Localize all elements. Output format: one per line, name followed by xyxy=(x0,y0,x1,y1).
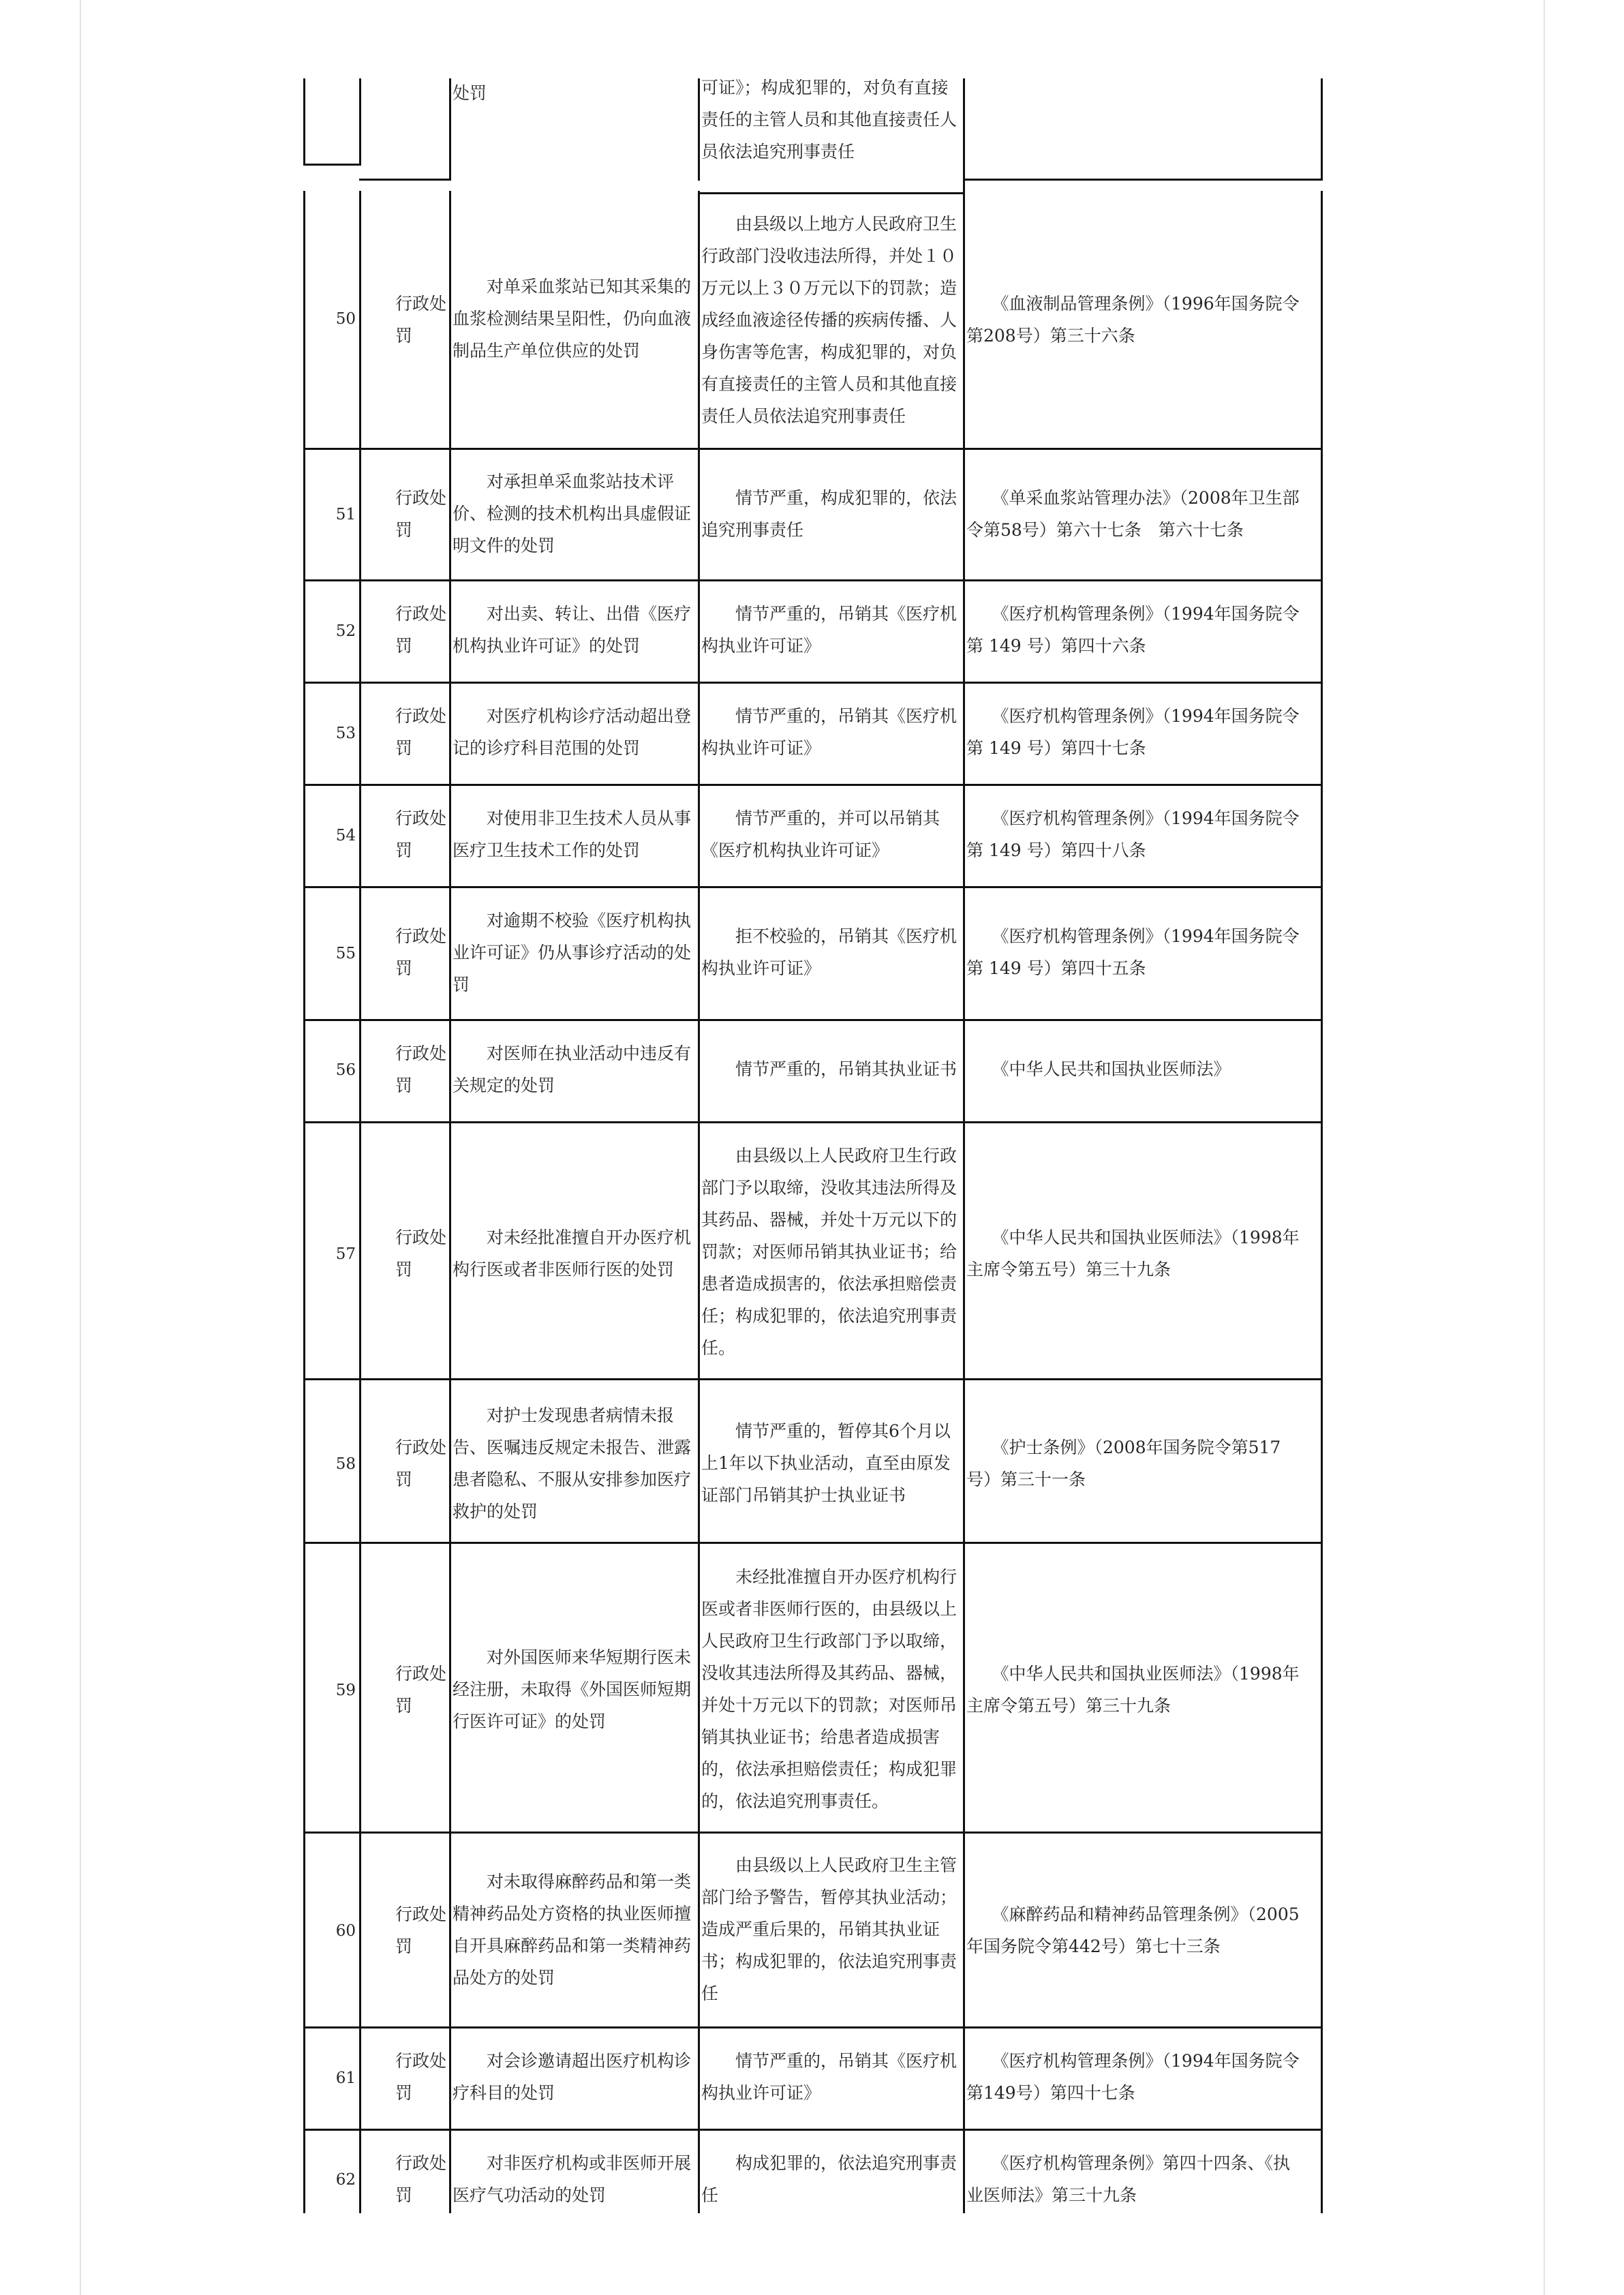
row-number: 54 xyxy=(335,827,356,845)
consequence-cell: 由县级以上地方人民政府卫生 行政部门没收违法所得，并处１０ 万元以上３０万元以下的罚款；造 成经血液途径传播的疾病传播、人 身伤害等危害，构成犯罪的，对负 有直接责任的主管人员和其他直接 责任人员依法追究刑事责任 xyxy=(701,214,957,426)
consequence-cell: 情节严重的，暂停其6个月以 上1年以下执业活动，直至由原发 证部门吊销其护士执业证书 xyxy=(701,1421,951,1505)
item-cell: 对医疗机构诊疗活动超出登 记的诊疗科目范围的处罚 xyxy=(453,706,692,758)
consequence-cell: 由县级以上人民政府卫生主管 部门给予警告，暂停其执业活动； 造成严重后果的，吊销其执业证 书；构成犯罪的，依法追究刑事责 任 xyxy=(701,1855,957,2003)
item-cell: 对使用非卫生技术人员从事 医疗卫生技术工作的处罚 xyxy=(453,808,692,860)
item-cell: 处罚 xyxy=(453,83,487,103)
grid-row-line xyxy=(303,2129,1323,2131)
cell-border xyxy=(963,78,965,194)
category-cell: 行政处 罚 xyxy=(395,706,447,758)
grid-col-line xyxy=(1321,191,1323,2213)
grid-col-line xyxy=(449,191,451,2213)
grid-row-line xyxy=(303,886,1323,888)
row-number: 57 xyxy=(335,1245,356,1263)
item-cell: 对承担单采血浆站技术评 价、检测的技术机构出具虚假证 明文件的处罚 xyxy=(453,472,692,556)
consequence-cell: 情节严重的，吊销其《医疗机 构执业许可证》 xyxy=(701,604,957,656)
cell-border xyxy=(303,164,361,166)
grid-row-line xyxy=(303,2026,1323,2028)
consequence-cell: 未经批准擅自开办医疗机构行 医或者非医师行医的，由县级以上 人民政府卫生行政部门予以取缔， 没收其违法所得及其药品、器械， 并处十万元以下的罚款；对医师吊 销其执业证书；给患者造成损害 的，依法承担赔偿责任；构成犯罪 的，依法追究刑事责任。 xyxy=(701,1567,957,1811)
consequence-cell: 由县级以上人民政府卫生行政 部门予以取缔，没收其违法所得及 其药品、器械，并处十万元以下的 罚款；对医师吊销其执业证书；给 患者造成损害的，依法承担赔偿责 任；构成犯罪的，依法追究刑事责 任。 xyxy=(701,1146,957,1358)
row-number: 61 xyxy=(335,2069,356,2087)
row-number: 60 xyxy=(335,1922,356,1940)
consequence-cell: 情节严重，构成犯罪的，依法 追究刑事责任 xyxy=(701,488,957,540)
basis-cell: 《麻醉药品和精神药品管理条例》（2005 年国务院令第442号）第七十三条 xyxy=(966,1904,1300,1956)
grid-row-line xyxy=(303,1019,1323,1021)
row-number: 50 xyxy=(335,310,356,328)
category-cell: 行政处 罚 xyxy=(395,604,447,656)
item-cell: 对单采血浆站已知其采集的 血浆检测结果呈阳性，仍向血液 制品生产单位供应的处罚 xyxy=(453,277,692,361)
basis-cell: 《医疗机构管理条例》第四十四条、《执 业医师法》第三十九条 xyxy=(966,2153,1291,2205)
grid-col-line xyxy=(698,191,700,2213)
row-number: 56 xyxy=(335,1061,356,1079)
row-number: 52 xyxy=(335,622,356,640)
consequence-cell: 情节严重的，吊销其《医疗机 构执业许可证》 xyxy=(701,2051,957,2103)
grid-row-line xyxy=(303,1832,1323,1834)
category-cell: 行政处 罚 xyxy=(395,1904,447,1956)
category-cell: 行政处 罚 xyxy=(395,1228,447,1279)
item-cell: 对逾期不校验《医疗机构执 业许可证》仍从事诊疗活动的处 罚 xyxy=(453,911,692,994)
row-number: 58 xyxy=(335,1455,356,1473)
grid-col-line xyxy=(303,191,305,2213)
cell-border xyxy=(359,78,361,166)
basis-cell: 《中华人民共和国执业医师法》（1998年 主席令第五号）第三十九条 xyxy=(966,1228,1300,1279)
item-cell: 对外国医师来华短期行医未 经注册，未取得《外国医师短期 行医许可证》的处罚 xyxy=(453,1647,692,1731)
row-number: 55 xyxy=(335,945,356,962)
grid-row-line xyxy=(303,1121,1323,1123)
consequence-cell: 情节严重的，吊销其执业证书 xyxy=(701,1059,957,1079)
row-number: 53 xyxy=(335,725,356,742)
basis-cell: 《中华人民共和国执业医师法》（1998年 主席令第五号）第三十九条 xyxy=(966,1664,1300,1716)
row-number: 62 xyxy=(335,2171,356,2189)
cell-border xyxy=(698,78,700,181)
basis-cell: 《医疗机构管理条例》（1994年国务院令 第 149 号）第四十八条 xyxy=(966,808,1300,860)
item-cell: 对会诊邀请超出医疗机构诊 疗科目的处罚 xyxy=(453,2051,692,2103)
basis-cell: 《医疗机构管理条例》（1994年国务院令 第 149 号）第四十七条 xyxy=(966,706,1300,758)
category-cell: 行政处 罚 xyxy=(395,926,447,978)
page-edge-left xyxy=(80,0,81,2295)
basis-cell: 《医疗机构管理条例》（1994年国务院令 第 149 号）第四十五条 xyxy=(966,926,1300,978)
item-cell: 对未取得麻醉药品和第一类 精神药品处方资格的执业医师擅 自开具麻醉药品和第一类精神药 品处方的处罚 xyxy=(453,1872,692,1988)
category-cell: 行政处 罚 xyxy=(395,488,447,540)
consequence-cell: 可证》；构成犯罪的，对负有直接 责任的主管人员和其他直接责任人 员依法追究刑事责任 xyxy=(701,78,957,162)
basis-cell: 《医疗机构管理条例》（1994年国务院令 第 149 号）第四十六条 xyxy=(966,604,1300,656)
grid-row-line xyxy=(303,448,1323,450)
basis-cell: 《中华人民共和国执业医师法》 xyxy=(966,1059,1231,1079)
grid-row-line xyxy=(303,1542,1323,1544)
category-cell: 行政处 罚 xyxy=(395,1438,447,1489)
category-cell: 行政处 罚 xyxy=(395,808,447,860)
consequence-cell: 情节严重的，吊销其《医疗机 构执业许可证》 xyxy=(701,706,957,758)
item-cell: 对护士发现患者病情未报 告、医嘱违反规定未报告、泄露 患者隐私、不服从安排参加医疗 救护的处罚 xyxy=(453,1405,692,1521)
item-cell: 对未经批准擅自开办医疗机 构行医或者非医师行医的处罚 xyxy=(453,1228,692,1279)
grid-col-line xyxy=(359,191,361,2213)
cell-border xyxy=(698,192,965,194)
cell-border xyxy=(963,179,1323,181)
cell-border xyxy=(449,78,451,181)
consequence-cell: 情节严重的，并可以吊销其 《医疗机构执业许可证》 xyxy=(701,808,940,860)
item-cell: 对非医疗机构或非医师开展 医疗气功活动的处罚 xyxy=(453,2153,692,2205)
page-edge-right xyxy=(1544,0,1545,2295)
category-cell: 行政处 罚 xyxy=(395,2153,447,2205)
category-cell: 行政处 罚 xyxy=(395,294,447,346)
consequence-cell: 拒不校验的，吊销其《医疗机 构执业许可证》 xyxy=(701,926,957,978)
cell-border xyxy=(1321,78,1323,181)
grid-row-line xyxy=(303,784,1323,786)
grid-row-line xyxy=(303,579,1323,581)
grid-row-line xyxy=(303,682,1323,684)
category-cell: 行政处 罚 xyxy=(395,1664,447,1716)
row-number: 59 xyxy=(335,1682,356,1699)
item-cell: 对医师在执业活动中违反有 关规定的处罚 xyxy=(453,1044,692,1095)
basis-cell: 《单采血浆站管理办法》（2008年卫生部 令第58号）第六十七条 第六十七条 xyxy=(966,488,1300,540)
consequence-cell: 构成犯罪的，依法追究刑事责 任 xyxy=(701,2153,957,2205)
cell-border xyxy=(359,179,451,181)
basis-cell: 《护士条例》（2008年国务院令第517 号）第三十一条 xyxy=(966,1438,1281,1489)
category-cell: 行政处 罚 xyxy=(395,2051,447,2103)
item-cell: 对出卖、转让、出借《医疗 机构执业许可证》的处罚 xyxy=(453,604,692,656)
basis-cell: 《医疗机构管理条例》（1994年国务院令 第149号）第四十七条 xyxy=(966,2051,1300,2103)
row-number: 51 xyxy=(335,506,356,523)
basis-cell: 《血液制品管理条例》（1996年国务院令 第208号）第三十六条 xyxy=(966,294,1300,346)
grid-row-line xyxy=(303,1378,1323,1380)
cell-border xyxy=(303,78,305,166)
grid-col-line xyxy=(963,191,965,2213)
category-cell: 行政处 罚 xyxy=(395,1044,447,1095)
